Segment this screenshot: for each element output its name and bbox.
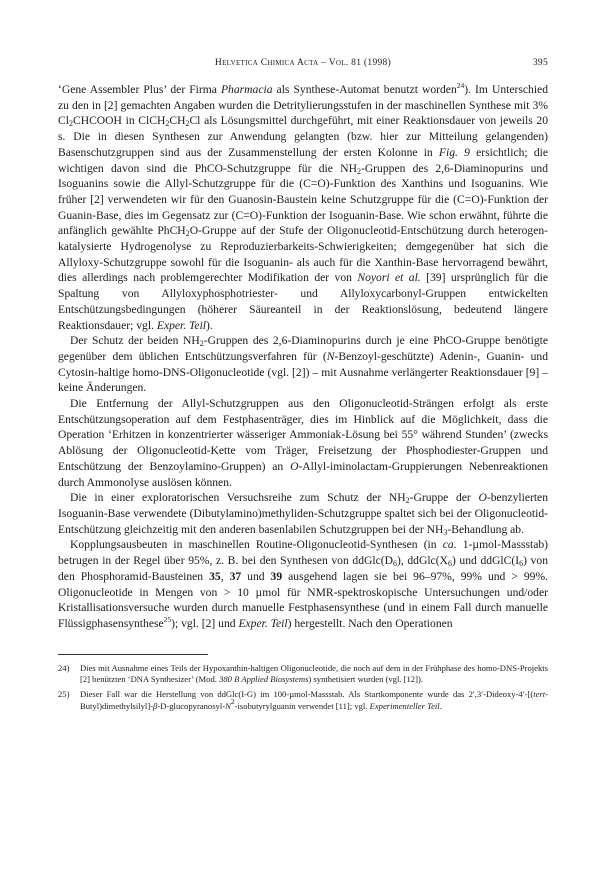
text-run: ) hergestellt. Nach den Operationen: [287, 616, 453, 630]
text-run: 2: [230, 697, 235, 706]
text-run: -Gruppe der: [409, 491, 479, 505]
text-run: 25: [163, 614, 172, 624]
text-run: 2: [185, 119, 190, 129]
text-run: -D-glucopyranosyl-: [157, 701, 226, 711]
text-run: Kopplungsausbeuten in maschinellen Routine-Oligonucleotid-Synthesen (in: [70, 538, 443, 552]
text-run: -isobutyrylguanin verwendet [11]; vgl.: [234, 701, 370, 711]
text-run: Fig. 9: [438, 145, 470, 159]
text-run: 6: [519, 559, 524, 569]
text-run: Dieser Fall war die Herstellung von ddGlc(I-G) im 100-µmol-Massstab. Als Startkomponente wurde das 2′,3′-Dideoxy-4′-[(: [80, 689, 534, 700]
paragraph: [58, 333, 548, 396]
paragraph: [58, 396, 548, 490]
text-run: N: [225, 701, 231, 711]
journal-title: Helvetica Chimica Acta – Vol. 81 (1998): [214, 58, 392, 68]
text-run: 24: [456, 81, 465, 90]
text-run: 37: [229, 569, 242, 583]
text-run: .: [439, 701, 442, 711]
text-run: ) und ddGlC(I: [451, 554, 520, 568]
text-run: CH: [169, 114, 186, 128]
text-run: 3: [443, 527, 448, 537]
text-run: Pharmacia: [220, 83, 273, 96]
text-run: 2: [405, 496, 410, 506]
text-run: O-Gruppe auf der Stufe der Oligonucleotid-Entschützung durch heterogen-katalysierte Hydrogenolyse zu Reproduzierbarkeits-Schwierigkeiten; demgegenüber hat sich die Allyloxy-Schutzgruppe sowohl für die Isoguanin- als auch für die Xanthin-Base hervorragend bewährt, dies allerdings nach problemgerechter Modifikation der von: [58, 224, 548, 285]
footnote-text: [80, 689, 548, 711]
footnote-divider: [58, 654, 208, 655]
text-run: ) synthetisiert wurden (vgl. [12]).: [308, 674, 423, 685]
text-run: ,: [220, 569, 230, 583]
text-run: 6: [447, 559, 452, 569]
text-run: 380 B Applied Biosystems: [219, 674, 309, 685]
text-run: β: [153, 701, 158, 711]
text-run: Exper. Teil: [156, 318, 207, 332]
footnote: [58, 663, 548, 687]
text-run: -Gruppen des 2,6-Diaminopurins und Isoguanins sowie die Allyl-Schutzgruppe für die (C=O)-Funktion des Xanthins und Isoguanins. Wie früher [2] verwendeten wir für den Guanosin-Baustein keine Schutzgruppe für die (C=O)-Funktion der Guanin-Base, dies im Gegensatz zur (C=O)-Funktion der Isoguanin-Base. Wie schon erwähnt, führte die anfänglich gewählte PhCH: [58, 161, 548, 238]
text-run: ‘Gene Assembler Plus’ der Firma: [58, 83, 221, 96]
journal-page: [58, 58, 548, 716]
paragraph: [58, 537, 548, 631]
text-run: Die Entfernung der Allyl-Schutzgruppen aus den Oligonucleotid-Strängen erfolgt als erste Entschützungsoperation auf dem Festphasenträger, dies im Hinblick auf die Möglichkeit, dass die Operation ‘Erhitzen in konzentrierter wässeriger Ammoniak-Lösung bei 55° während Stunden’ (zwecks Ablösung der Oligonucleotid-Kette vom Träger, Freisetzung der Phosphodiester-Gruppen und Entschützung der Benzoylamino-Gruppen) an: [58, 397, 548, 473]
text-run: ) von den Phosphoramid-Bausteinen: [58, 554, 548, 583]
text-run: Die in einer exploratorischen Versuchsreihe zum Schutz der NH: [70, 491, 406, 505]
paragraph: [58, 490, 548, 537]
text-run: ersichtlich; die wichtigen davon sind die PhCO-Schutzgruppe für die NH: [58, 145, 548, 175]
text-run: ).: [206, 318, 213, 332]
page-number: 395: [532, 58, 548, 68]
text-run: 35: [209, 569, 221, 583]
footnote-mark: 24): [58, 662, 70, 673]
text-run: Noyori et al.: [357, 271, 421, 285]
text-run: -benzylierten Isoguanin-Base verwendete (Dibutylamino)methyliden-Schutzgruppe spaltet sich bei der Oligonucleotid-Entschützung gleichzeitig mit den anderen basenlabilen Schutzgruppen bei der NH: [58, 491, 548, 536]
text-run: Der Schutz der beiden NH: [70, 334, 200, 348]
text-run: ausgehend lagen sie bei 96–97%, 99% und > 99%. Oligonucleotide in Mengen von > 10 µmol für NMR-spektroskopische Untersuchungen und/oder Kristallisationsversuche wurden durch manuelle Festphasensynthese (und in einem Fall durch manuelle Flüssigphasensynthese: [58, 569, 549, 630]
text-run: [39] ursprünglich für die Spaltung von Allyloxyphosphotriester- und Allyloxycarbonyl-Gruppen entwickelten Entschützungsbedingungen (höherer Säureanteil in der Reaktionslösung, bedeutend längere Reaktionsdauer; vgl.: [58, 271, 548, 332]
text-run: CHCOOH in ClCH: [72, 114, 166, 128]
text-run: 2: [356, 166, 361, 176]
body-text: [58, 82, 548, 632]
text-run: Exper. Teil: [238, 616, 288, 630]
footnote-text: [80, 663, 548, 685]
paragraph: [58, 82, 548, 333]
text-run: ca.: [442, 538, 457, 552]
text-run: 2: [199, 339, 204, 349]
text-run: 2: [165, 119, 170, 129]
text-run: ); vgl. [2] und: [171, 616, 239, 630]
text-run: 6: [392, 559, 397, 569]
running-header: [58, 58, 548, 76]
text-run: -Gruppen des 2,6-Diaminopurins durch je eine PhCO-Gruppe benötigte gegenüber dem üblichen Entschützungsverfahren für (: [58, 334, 548, 363]
text-run: 2: [68, 119, 73, 129]
footnote-mark: 25): [58, 689, 70, 700]
text-run: 1-µmol-Massstab) betrugen in der Regel über 95%, z. B. bei den Synthesen von ddGlc(D: [58, 538, 548, 568]
text-run: Dies mit Ausnahme eines Teils der Hypoxanthin-haltigen Oligonucleotide, die noch auf dem in der Frühphase des homo-DNS-Projekts [2] benützten ‘DNA Synthesizer’ (Mod.: [80, 662, 548, 685]
text-run: ). Im Unterschied zu den in [2] gemachten Angaben wurden die Detritylierungsstufen in der maschinellen Synthese mit 3% Cl: [58, 83, 548, 128]
text-run: und: [241, 569, 271, 583]
text-run: ), ddGlc(X: [396, 554, 448, 568]
text-run: als Synthese-Automat benutzt worden: [272, 83, 457, 96]
text-run: Cl als Lösungsmittel durchgeführt, mit einer Reaktionsdauer von jeweils 20 s. Die in diesen Synthesen zur Anwendung gelangten (bzw. hier zur Mitteilung gelangenden) Basenschutzgruppen sind aus der Zusammenstellung der ersten Kolonne in: [58, 114, 548, 159]
text-run: 39: [270, 569, 283, 583]
text-run: -Butyl)dimethylsilyl]-: [80, 689, 548, 711]
footnote: [58, 689, 548, 713]
text-run: -Benzoyl-geschützte) Adenin-, Guanin- und Cytosin-haltige homo-DNS-Oligonucleotide (vgl. [2]) – mit Ausnahme verlängerter Reaktionsdauer [9] – keine Änderungen.: [58, 349, 548, 395]
text-run: O: [290, 459, 299, 473]
text-run: -Allyl-iminolactam-Gruppierungen Nebenreaktionen durch Ammonolyse auslösen können.: [58, 459, 548, 489]
text-run: N: [326, 349, 335, 363]
text-run: O: [478, 491, 487, 505]
text-run: -Behandlung ab.: [447, 522, 525, 536]
text-run: Experimenteller Teil: [369, 701, 440, 711]
text-run: 2: [185, 229, 190, 239]
text-run: tert: [533, 689, 546, 700]
